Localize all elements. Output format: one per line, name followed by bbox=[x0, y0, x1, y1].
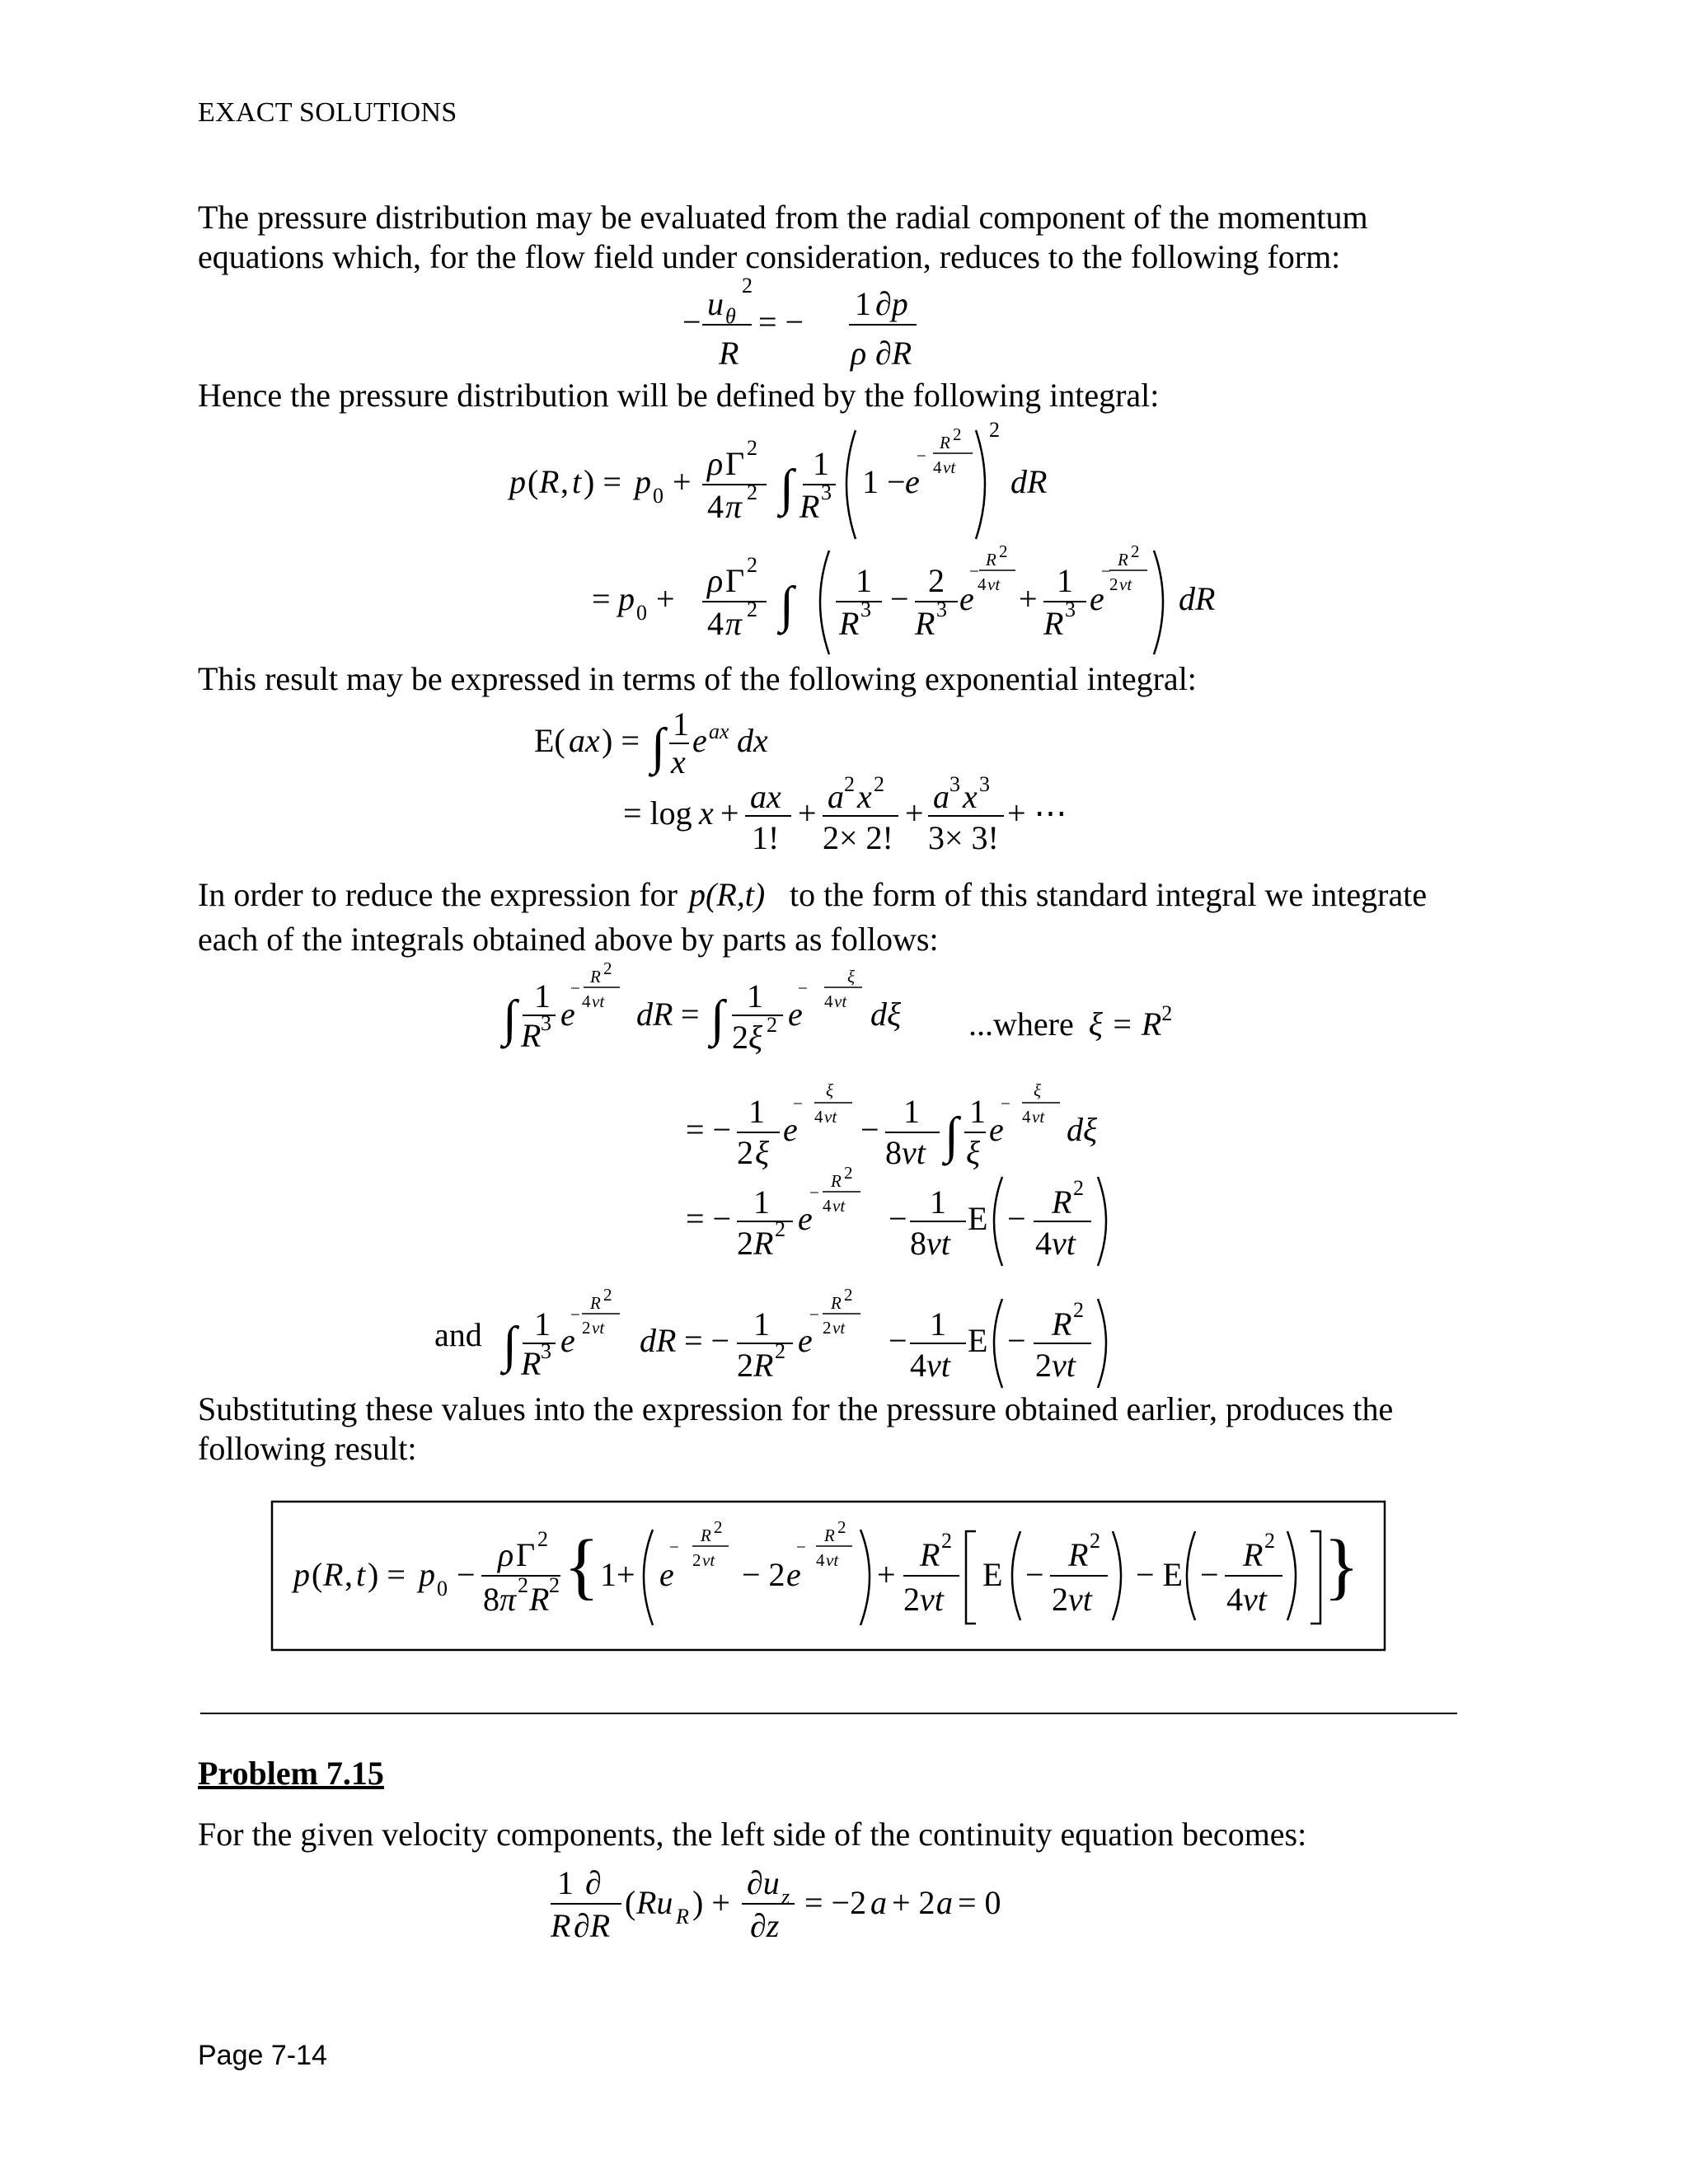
svg-text:2: 2 bbox=[989, 418, 1000, 442]
equation-by-parts-2 bbox=[686, 1080, 1098, 1171]
svg-text:2: 2 bbox=[874, 772, 884, 796]
svg-text:+: + bbox=[798, 794, 817, 832]
svg-text:E: E bbox=[982, 1556, 1003, 1593]
svg-text:1 −: 1 − bbox=[862, 463, 906, 500]
svg-text:νt: νt bbox=[1068, 1581, 1092, 1618]
svg-text:3: 3 bbox=[1065, 598, 1076, 621]
svg-text:= −: = − bbox=[686, 1111, 732, 1148]
svg-text:1: 1 bbox=[930, 1305, 946, 1343]
svg-text:1: 1 bbox=[557, 1864, 574, 1901]
svg-text:dξ: dξ bbox=[1067, 1111, 1098, 1148]
svg-text:e: e bbox=[1090, 580, 1104, 617]
svg-text:νt: νt bbox=[926, 1347, 950, 1384]
svg-text:νt: νt bbox=[834, 991, 847, 1011]
svg-text:R: R bbox=[1118, 550, 1128, 569]
svg-text:2: 2 bbox=[775, 1339, 785, 1363]
svg-text:8: 8 bbox=[910, 1225, 926, 1262]
svg-text:E: E bbox=[968, 1322, 988, 1359]
svg-text:3: 3 bbox=[860, 598, 871, 621]
svg-text:4: 4 bbox=[707, 605, 724, 642]
svg-text:= 0: = 0 bbox=[958, 1884, 1001, 1921]
svg-text:1+: 1+ bbox=[600, 1556, 635, 1593]
equation-by-parts-3 bbox=[686, 1163, 1106, 1266]
paragraph-4-line-2: each of the integrals obtained above by parts as follows: bbox=[198, 921, 939, 958]
svg-text:Ru: Ru bbox=[636, 1884, 673, 1921]
svg-text:R: R bbox=[323, 1556, 344, 1593]
svg-text:2: 2 bbox=[518, 1573, 528, 1597]
paragraph-4-line-1a: In order to reduce the expression for bbox=[198, 876, 678, 913]
svg-text:4: 4 bbox=[814, 1107, 823, 1127]
paragraph-3: This result may be expressed in terms of the following exponential integral: bbox=[198, 660, 1197, 697]
svg-text:) =: ) = bbox=[368, 1556, 406, 1593]
svg-text:1!: 1! bbox=[752, 819, 780, 856]
svg-text:νt: νt bbox=[926, 1225, 950, 1262]
svg-text:ξ: ξ bbox=[748, 1019, 763, 1056]
paragraph-5-line-2: following result: bbox=[198, 1430, 417, 1467]
svg-text:νt: νt bbox=[920, 1581, 944, 1618]
svg-text:2: 2 bbox=[603, 1285, 612, 1305]
svg-text:2: 2 bbox=[844, 1163, 853, 1183]
svg-text:νt: νt bbox=[943, 457, 956, 477]
svg-text:R: R bbox=[1068, 1536, 1089, 1573]
svg-text:ρ: ρ bbox=[851, 335, 867, 372]
svg-text:4: 4 bbox=[582, 991, 591, 1011]
svg-text:dx: dx bbox=[737, 722, 768, 759]
svg-text:2: 2 bbox=[1131, 541, 1140, 561]
svg-text:+ ⋯: + ⋯ bbox=[1007, 794, 1067, 832]
svg-text:ξ: ξ bbox=[1034, 1080, 1041, 1100]
svg-text:2: 2 bbox=[582, 1318, 591, 1338]
svg-text:ξ: ξ bbox=[826, 1080, 833, 1100]
svg-text:e: e bbox=[692, 722, 707, 759]
svg-text:1: 1 bbox=[856, 562, 872, 599]
svg-text:−: − bbox=[793, 1094, 803, 1113]
svg-text:R: R bbox=[590, 1293, 601, 1313]
equation-by-parts-1 bbox=[499, 958, 902, 1056]
svg-text:R: R bbox=[940, 433, 950, 452]
svg-text:2: 2 bbox=[953, 424, 962, 444]
svg-text:∫: ∫ bbox=[503, 1317, 517, 1373]
svg-text:− 2: − 2 bbox=[742, 1556, 785, 1593]
paragraph-4-line-1b: to the form of this standard integral we integrate bbox=[790, 876, 1428, 913]
svg-text:∂u: ∂u bbox=[747, 1864, 780, 1901]
svg-text:2: 2 bbox=[537, 1527, 548, 1551]
svg-text:2: 2 bbox=[1073, 1298, 1084, 1322]
svg-text:2: 2 bbox=[714, 1517, 723, 1537]
svg-text:4: 4 bbox=[707, 488, 724, 525]
svg-text:−: − bbox=[889, 1200, 907, 1237]
svg-text:2: 2 bbox=[692, 1550, 701, 1570]
svg-text:2: 2 bbox=[737, 1134, 753, 1171]
svg-text:4: 4 bbox=[1226, 1581, 1243, 1618]
svg-text:−: − bbox=[889, 1322, 907, 1359]
svg-text:νt: νt bbox=[826, 1550, 839, 1570]
svg-text:−: − bbox=[809, 1183, 819, 1202]
paragraph-5-line-1: Substituting these values into the expression for the pressure obtained earlier, produces the bbox=[198, 1390, 1394, 1427]
svg-text:x: x bbox=[699, 794, 714, 832]
equation-pressure-expanded bbox=[592, 541, 1215, 654]
svg-text:0: 0 bbox=[653, 484, 663, 508]
svg-text:4: 4 bbox=[816, 1550, 825, 1570]
svg-text:3: 3 bbox=[821, 480, 832, 504]
svg-text:2: 2 bbox=[737, 1347, 753, 1384]
svg-text:e: e bbox=[989, 1111, 1004, 1148]
svg-text:νt: νt bbox=[1032, 1107, 1045, 1127]
equation-exponential-integral-def bbox=[534, 705, 768, 780]
svg-text:) =: ) = bbox=[602, 722, 640, 759]
svg-text:+: + bbox=[1019, 580, 1038, 617]
svg-text:= −: = − bbox=[686, 1200, 732, 1237]
svg-text:R: R bbox=[701, 1526, 711, 1545]
svg-text:x: x bbox=[671, 743, 686, 780]
svg-text:2: 2 bbox=[737, 1225, 753, 1262]
svg-text:π: π bbox=[725, 605, 743, 642]
svg-text:ρ: ρ bbox=[498, 1536, 514, 1573]
svg-text:−: − bbox=[796, 1537, 806, 1557]
svg-text:1: 1 bbox=[813, 445, 829, 482]
svg-text:νt: νt bbox=[832, 1196, 846, 1216]
svg-text:νt: νt bbox=[702, 1550, 715, 1570]
svg-text:−: − bbox=[570, 978, 580, 998]
svg-text:−: − bbox=[1007, 1322, 1026, 1359]
svg-text:R: R bbox=[521, 1345, 542, 1382]
svg-text:−: − bbox=[457, 1556, 476, 1593]
svg-text:dR: dR bbox=[1179, 580, 1216, 617]
svg-text:− E: − E bbox=[1136, 1556, 1183, 1593]
svg-text:1: 1 bbox=[903, 1093, 920, 1130]
svg-text:1: 1 bbox=[1057, 562, 1073, 599]
svg-text:0: 0 bbox=[437, 1577, 448, 1601]
equation-by-parts-4 bbox=[499, 1285, 1106, 1388]
svg-text:R: R bbox=[1043, 605, 1064, 642]
svg-text:,: , bbox=[560, 463, 569, 500]
svg-text:(: ( bbox=[625, 1884, 636, 1921]
svg-text:2: 2 bbox=[837, 1517, 846, 1537]
svg-text:1: 1 bbox=[748, 1093, 765, 1130]
paragraph-2: Hence the pressure distribution will be defined by the following integral: bbox=[198, 377, 1160, 414]
equation-exponential-integral-series bbox=[623, 772, 1067, 856]
svg-text:∫: ∫ bbox=[503, 991, 517, 1047]
xi-superscript: 2 bbox=[1161, 1001, 1173, 1025]
svg-text:3× 3!: 3× 3! bbox=[928, 819, 999, 856]
svg-text:2: 2 bbox=[747, 598, 757, 621]
svg-text:2: 2 bbox=[1264, 1529, 1275, 1553]
svg-text:νt: νt bbox=[1052, 1225, 1076, 1262]
svg-text:3: 3 bbox=[950, 772, 960, 796]
svg-text:∫: ∫ bbox=[780, 577, 794, 633]
svg-text:2: 2 bbox=[603, 958, 612, 978]
svg-text:Γ: Γ bbox=[725, 445, 745, 482]
svg-text:2: 2 bbox=[747, 553, 757, 577]
svg-text:p: p bbox=[635, 463, 651, 500]
svg-text:e: e bbox=[786, 1556, 801, 1593]
svg-text:,: , bbox=[345, 1556, 353, 1593]
svg-text:−: − bbox=[1200, 1556, 1219, 1593]
page-number: Page 7-14 bbox=[198, 2040, 327, 2071]
svg-text:R: R bbox=[920, 1536, 940, 1573]
paragraph-1-line-1: The pressure distribution may be evaluated from the radial component of the momentum bbox=[198, 199, 1368, 236]
svg-text:8: 8 bbox=[885, 1134, 902, 1171]
inline-math-pRt: p(R,t) bbox=[689, 876, 766, 913]
equation-final-result-box bbox=[272, 1502, 1385, 1650]
svg-text:R: R bbox=[551, 1907, 571, 1944]
svg-text:3: 3 bbox=[936, 598, 947, 621]
svg-text:ξ: ξ bbox=[847, 967, 855, 987]
svg-text:+: + bbox=[877, 1556, 896, 1593]
svg-text:u: u bbox=[707, 285, 724, 322]
svg-text:a: a bbox=[933, 778, 950, 815]
svg-text:= log: = log bbox=[623, 794, 692, 832]
svg-text:4: 4 bbox=[978, 574, 987, 594]
svg-text:ax: ax bbox=[750, 778, 781, 815]
svg-text:νt: νt bbox=[1243, 1581, 1267, 1618]
svg-text:2: 2 bbox=[747, 436, 757, 460]
svg-text:νt: νt bbox=[987, 574, 1001, 594]
svg-text:ax: ax bbox=[709, 719, 729, 743]
svg-text:1: 1 bbox=[534, 1305, 551, 1343]
svg-text:1: 1 bbox=[753, 1305, 770, 1343]
svg-text:2: 2 bbox=[1109, 574, 1118, 594]
svg-text:+: + bbox=[905, 794, 924, 832]
svg-text:(: ( bbox=[528, 463, 539, 500]
svg-text:1: 1 bbox=[969, 1093, 986, 1130]
svg-text:−: − bbox=[570, 1305, 580, 1324]
paragraph-6: For the given velocity components, the left side of the continuity equation becomes: bbox=[198, 1816, 1307, 1853]
svg-text:∂R: ∂R bbox=[875, 335, 912, 372]
svg-text:+: + bbox=[720, 794, 739, 832]
svg-text:e: e bbox=[959, 580, 974, 617]
problem-heading: Problem 7.15 bbox=[198, 1755, 384, 1792]
svg-text:−: − bbox=[890, 580, 909, 617]
svg-text:1: 1 bbox=[534, 977, 551, 1015]
svg-text:0: 0 bbox=[636, 601, 647, 625]
svg-text:2: 2 bbox=[941, 1529, 952, 1553]
svg-text:∫: ∫ bbox=[945, 1108, 959, 1164]
svg-text:1: 1 bbox=[855, 285, 871, 322]
svg-text:−: − bbox=[1025, 1556, 1044, 1593]
svg-text:1: 1 bbox=[753, 1183, 770, 1221]
svg-text:) +: ) + bbox=[692, 1884, 730, 1921]
svg-text:2: 2 bbox=[1073, 1176, 1084, 1200]
svg-text:ξ: ξ bbox=[755, 1134, 770, 1171]
svg-text:+: + bbox=[656, 580, 675, 617]
svg-text:t: t bbox=[356, 1556, 366, 1593]
svg-text:R: R bbox=[986, 550, 996, 569]
svg-text:e: e bbox=[798, 1200, 813, 1237]
svg-text:νt: νt bbox=[1052, 1347, 1076, 1384]
svg-text:R: R bbox=[1052, 1305, 1072, 1343]
equation-pressure-integral bbox=[507, 418, 1047, 539]
svg-text:R: R bbox=[824, 1526, 835, 1545]
svg-text:e: e bbox=[560, 996, 575, 1033]
paragraph-1-line-2: equations which, for the flow field under consideration, reduces to the following form: bbox=[198, 238, 1341, 275]
svg-text:1: 1 bbox=[930, 1183, 946, 1221]
svg-text:2: 2 bbox=[747, 480, 757, 504]
svg-text:x: x bbox=[963, 778, 978, 815]
svg-text:e: e bbox=[659, 1556, 674, 1593]
svg-text:R: R bbox=[676, 1905, 689, 1929]
svg-text:π: π bbox=[499, 1581, 517, 1618]
svg-text:2: 2 bbox=[549, 1573, 560, 1597]
svg-text:2: 2 bbox=[742, 274, 753, 298]
svg-text:∫: ∫ bbox=[651, 719, 665, 775]
svg-text:2: 2 bbox=[1035, 1347, 1052, 1384]
svg-text:∫: ∫ bbox=[710, 991, 724, 1047]
svg-text:2: 2 bbox=[732, 1019, 748, 1056]
svg-text:νt: νt bbox=[1119, 574, 1132, 594]
svg-text:e: e bbox=[560, 1322, 575, 1359]
where-text: ...where bbox=[968, 1005, 1074, 1043]
svg-text:νt: νt bbox=[592, 991, 605, 1011]
svg-text:ax: ax bbox=[569, 722, 600, 759]
svg-text:= −: = − bbox=[758, 303, 804, 340]
svg-text:∫: ∫ bbox=[780, 460, 794, 516]
svg-text:R: R bbox=[831, 1293, 842, 1313]
svg-text:4: 4 bbox=[910, 1347, 926, 1384]
svg-text:= −2: = −2 bbox=[804, 1884, 867, 1921]
svg-text:z: z bbox=[781, 1885, 790, 1909]
svg-text:R: R bbox=[799, 488, 820, 525]
svg-text:e: e bbox=[783, 1111, 798, 1148]
svg-text:=: = bbox=[681, 996, 700, 1033]
svg-text:R: R bbox=[915, 605, 935, 642]
svg-text:−: − bbox=[809, 1305, 819, 1324]
svg-text:R: R bbox=[1243, 1536, 1264, 1573]
svg-text:=: = bbox=[592, 580, 611, 617]
svg-text:t: t bbox=[572, 463, 582, 500]
svg-text:dR: dR bbox=[1010, 463, 1048, 500]
svg-text:dR: dR bbox=[640, 1322, 677, 1359]
svg-text:−: − bbox=[1007, 1200, 1026, 1237]
svg-text:2: 2 bbox=[999, 541, 1008, 561]
svg-text:p: p bbox=[419, 1556, 435, 1593]
svg-text:8: 8 bbox=[483, 1581, 499, 1618]
svg-text:3: 3 bbox=[979, 772, 990, 796]
svg-text:3: 3 bbox=[541, 1011, 551, 1035]
svg-text:2: 2 bbox=[903, 1581, 920, 1618]
svg-text:e: e bbox=[788, 996, 803, 1033]
svg-text:a: a bbox=[828, 778, 844, 815]
svg-text:1: 1 bbox=[747, 977, 763, 1015]
and-label: and bbox=[434, 1316, 482, 1353]
svg-text:−: − bbox=[1001, 1094, 1010, 1113]
svg-text:4: 4 bbox=[823, 1196, 832, 1216]
svg-text:−: − bbox=[669, 1537, 679, 1557]
svg-text:4: 4 bbox=[824, 991, 833, 1011]
svg-text:R: R bbox=[1052, 1183, 1072, 1221]
svg-text:π: π bbox=[725, 488, 743, 525]
svg-text:R: R bbox=[753, 1225, 774, 1262]
svg-text:) =: ) = bbox=[584, 463, 621, 500]
svg-text:2: 2 bbox=[775, 1217, 785, 1241]
svg-text:2: 2 bbox=[1090, 1529, 1100, 1553]
xi-equals-r: ξ = R bbox=[1088, 1005, 1162, 1043]
svg-text:p: p bbox=[509, 463, 526, 500]
svg-text:R: R bbox=[529, 1581, 550, 1618]
svg-text:−: − bbox=[969, 561, 979, 581]
svg-text:1: 1 bbox=[673, 705, 689, 743]
svg-text:Γ: Γ bbox=[516, 1536, 536, 1573]
svg-text:R: R bbox=[590, 967, 601, 987]
svg-text:∂R: ∂R bbox=[574, 1907, 611, 1944]
svg-text:2: 2 bbox=[844, 772, 855, 796]
svg-text:x: x bbox=[857, 778, 872, 815]
svg-text:(: ( bbox=[312, 1556, 323, 1593]
svg-text:θ: θ bbox=[725, 304, 736, 328]
svg-text:E: E bbox=[968, 1200, 988, 1237]
svg-text:R: R bbox=[719, 335, 739, 372]
svg-text:Γ: Γ bbox=[725, 562, 745, 599]
svg-text:= −: = − bbox=[684, 1322, 730, 1359]
svg-text:R: R bbox=[753, 1347, 774, 1384]
svg-text:νt: νt bbox=[902, 1134, 926, 1171]
svg-text:{: { bbox=[564, 1526, 600, 1607]
svg-text:νt: νt bbox=[592, 1318, 605, 1338]
svg-text:νt: νt bbox=[832, 1318, 846, 1338]
svg-text:−: − bbox=[1101, 561, 1111, 581]
svg-text:p: p bbox=[618, 580, 635, 617]
equation-radial-momentum bbox=[682, 274, 917, 372]
equation-continuity bbox=[550, 1864, 1001, 1944]
svg-text:a: a bbox=[870, 1884, 887, 1921]
svg-text:a: a bbox=[936, 1884, 953, 1921]
svg-text:νt: νt bbox=[824, 1107, 837, 1127]
svg-text:ξ: ξ bbox=[966, 1134, 981, 1171]
svg-text:2× 2!: 2× 2! bbox=[823, 819, 893, 856]
svg-text:4: 4 bbox=[933, 457, 942, 477]
svg-text:}: } bbox=[1324, 1526, 1360, 1607]
svg-text:p: p bbox=[293, 1556, 310, 1593]
svg-text:dR: dR bbox=[636, 996, 673, 1033]
svg-text:4: 4 bbox=[1035, 1225, 1052, 1262]
svg-text:∂: ∂ bbox=[585, 1864, 602, 1901]
running-header: EXACT SOLUTIONS bbox=[198, 97, 457, 128]
svg-text:e: e bbox=[905, 463, 920, 500]
svg-text:E(: E( bbox=[534, 722, 565, 759]
svg-text:∂z: ∂z bbox=[750, 1907, 780, 1944]
svg-text:ρ: ρ bbox=[707, 562, 724, 599]
svg-text:2: 2 bbox=[1052, 1581, 1068, 1618]
svg-text:R: R bbox=[831, 1171, 842, 1191]
svg-text:−: − bbox=[917, 446, 926, 466]
svg-text:3: 3 bbox=[541, 1339, 551, 1363]
svg-text:ρ: ρ bbox=[707, 445, 724, 482]
svg-text:R: R bbox=[539, 463, 560, 500]
svg-text:2: 2 bbox=[844, 1285, 853, 1305]
svg-text:e: e bbox=[798, 1322, 813, 1359]
svg-text:2: 2 bbox=[823, 1318, 832, 1338]
svg-text:2: 2 bbox=[928, 562, 945, 599]
svg-text:dξ: dξ bbox=[870, 996, 902, 1033]
svg-text:R: R bbox=[839, 605, 860, 642]
svg-text:−: − bbox=[798, 978, 808, 998]
svg-text:−: − bbox=[860, 1111, 879, 1148]
svg-text:+ 2: + 2 bbox=[892, 1884, 935, 1921]
svg-text:2: 2 bbox=[767, 1013, 777, 1037]
svg-text:+: + bbox=[673, 463, 692, 500]
svg-text:∂p: ∂p bbox=[875, 285, 908, 322]
svg-text:−: − bbox=[682, 303, 701, 340]
svg-text:4: 4 bbox=[1022, 1107, 1031, 1127]
svg-text:R: R bbox=[521, 1017, 542, 1054]
